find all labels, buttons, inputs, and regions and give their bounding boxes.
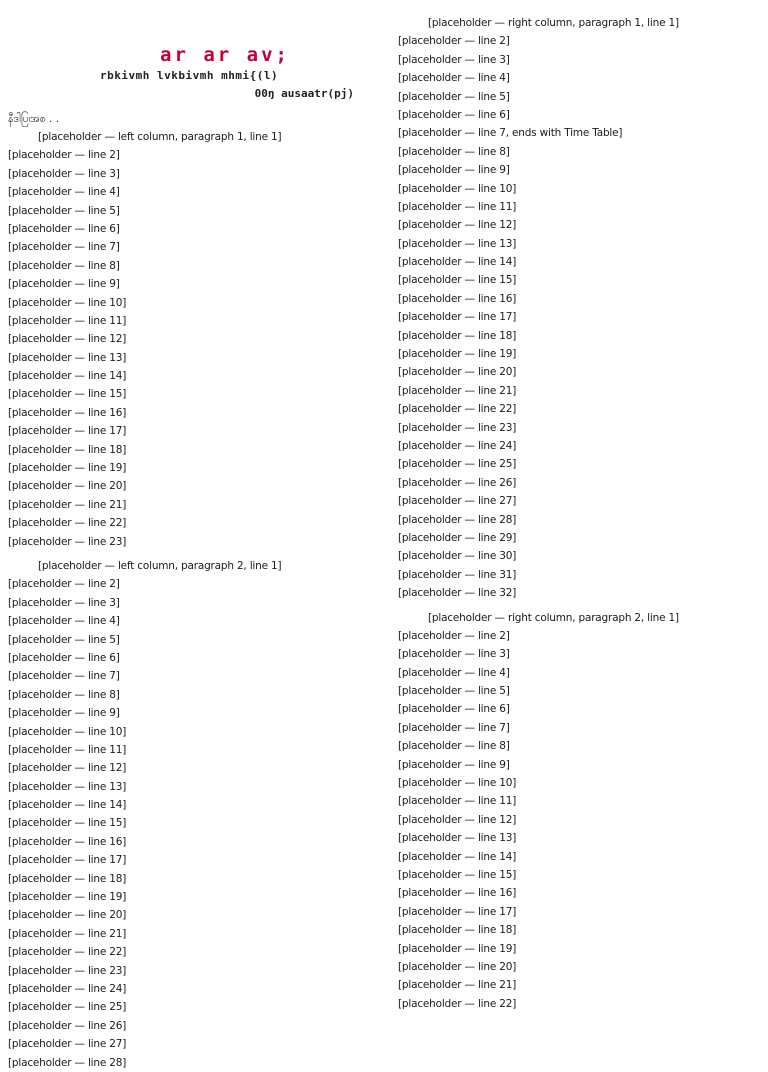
text-line: [placeholder — line 16] [398, 887, 517, 900]
paragraph [398, 609, 750, 1014]
text-line: [placeholder — line 23] [398, 421, 517, 434]
text-line: [placeholder — line 9] [398, 758, 510, 771]
text-line: [placeholder — line 28] [398, 513, 517, 526]
text-line: [placeholder — line 16] [8, 406, 127, 419]
text-line: [placeholder — line 17] [398, 311, 517, 324]
right-column [398, 14, 750, 1014]
text-line: [placeholder — line 18] [398, 924, 517, 937]
text-line: [placeholder — line 27] [398, 495, 517, 508]
text-line: [placeholder — line 20] [398, 366, 517, 379]
text-line: [placeholder — line 6] [8, 651, 120, 664]
text-line: [placeholder — line 4] [8, 186, 120, 199]
text-line: [placeholder — line 20] [8, 909, 127, 922]
text-line: [placeholder — line 3] [8, 167, 120, 180]
text-line: [placeholder — right column, paragraph 2, line 1] [428, 611, 679, 624]
text-line: [placeholder — line 6] [8, 222, 120, 235]
text-line: [placeholder — line 12] [398, 219, 517, 232]
text-line: [placeholder — line 21] [8, 498, 127, 511]
text-line: [placeholder — line 5] [8, 204, 120, 217]
text-line: [placeholder — line 4] [8, 615, 120, 628]
text-line: [placeholder — line 4] [398, 666, 510, 679]
text-line: [placeholder — line 10] [398, 182, 517, 195]
text-line: [placeholder — line 17] [398, 905, 517, 918]
text-line: [placeholder — line 10] [398, 777, 517, 790]
text-line: [placeholder — line 8] [398, 740, 510, 753]
text-line: [placeholder — line 5] [398, 685, 510, 698]
text-line: [placeholder — line 2] [8, 149, 120, 162]
left-column [8, 18, 360, 1069]
text-line: [placeholder — left column, paragraph 1, line 1] [38, 131, 282, 143]
text-line: [placeholder — line 32] [398, 587, 517, 600]
text-line: [placeholder — line 14] [398, 850, 517, 863]
story-title: ar ar av; [160, 44, 290, 66]
text-line: [placeholder — line 8] [8, 688, 120, 701]
text-line: [placeholder — line 5] [398, 90, 510, 103]
text-line: [placeholder — line 8] [8, 259, 120, 272]
text-line: [placeholder — line 19] [8, 462, 127, 475]
text-line: [placeholder — line 14] [8, 799, 127, 812]
text-line: [placeholder — line 20] [8, 480, 127, 493]
text-line: [placeholder — line 10] [8, 725, 127, 738]
text-line: [placeholder — line 16] [398, 292, 517, 305]
title-block [8, 18, 360, 110]
text-line: [placeholder — line 21] [8, 927, 127, 940]
text-line: [placeholder — line 14] [8, 370, 127, 383]
text-line: [placeholder — line 25] [8, 1001, 127, 1014]
text-line: [placeholder — line 28] [8, 1056, 127, 1069]
text-line: [placeholder — line 13] [398, 237, 517, 250]
right-body-text [398, 14, 750, 1013]
text-line: [placeholder — line 25] [398, 458, 517, 471]
text-line: [placeholder — line 7] [8, 670, 120, 683]
text-line: [placeholder — line 14] [398, 256, 517, 269]
paragraph [8, 128, 360, 551]
text-line: [placeholder — line 4] [398, 72, 510, 85]
text-line: [placeholder — line 22] [8, 946, 127, 959]
text-line: [placeholder — line 7] [8, 241, 120, 254]
text-line: [placeholder — line 17] [8, 854, 127, 867]
text-line: [placeholder — line 2] [398, 35, 510, 48]
text-line: [placeholder — line 11] [8, 743, 127, 756]
text-line: [placeholder — line 5] [8, 633, 120, 646]
text-line: [placeholder — line 6] [398, 703, 510, 716]
text-line: [placeholder — line 3] [8, 596, 120, 609]
text-line: [placeholder — right column, paragraph 1, line 1] [428, 17, 679, 29]
text-line: [placeholder — line 23] [8, 964, 127, 977]
text-line: [placeholder — line 26] [398, 476, 517, 489]
text-line: [placeholder — line 3] [398, 648, 510, 661]
text-line: [placeholder — line 29] [398, 531, 517, 544]
story-author: 00ŋ ausaatr(pj) [254, 87, 354, 100]
text-line: [placeholder — line 18] [8, 872, 127, 885]
text-line: [placeholder — line 22] [8, 517, 127, 530]
text-line: [placeholder — left column, paragraph 2, line 1] [38, 559, 282, 572]
text-line: [placeholder — line 9] [8, 278, 120, 291]
text-line: [placeholder — line 15] [8, 388, 127, 401]
paragraph [398, 14, 750, 603]
text-line: [placeholder — line 8] [398, 145, 510, 158]
text-line: [placeholder — line 22] [398, 997, 517, 1010]
text-line: [placeholder — line 19] [8, 891, 127, 904]
text-line: [placeholder — line 2] [8, 578, 120, 591]
text-line: [placeholder — line 7, ends with Time Table] [398, 127, 623, 140]
text-line: [placeholder — line 12] [398, 813, 517, 826]
text-line: [placeholder — line 11] [398, 200, 517, 213]
text-line: [placeholder — line 21] [398, 979, 517, 992]
text-line: [placeholder — line 13] [8, 351, 127, 364]
text-line: [placeholder — line 19] [398, 348, 517, 361]
text-line: [placeholder — line 12] [8, 333, 127, 346]
text-line: [placeholder — line 9] [398, 164, 510, 177]
text-line: [placeholder — line 27] [8, 1038, 127, 1051]
salutation: နီဒါပြ၊အစ . . [8, 113, 60, 125]
story-subtitle: rbkivmh lvkbivmh mhmi{(l) [100, 69, 279, 82]
text-line: [placeholder — line 21] [398, 384, 517, 397]
text-line: [placeholder — line 22] [398, 403, 517, 416]
text-line: [placeholder — line 11] [8, 314, 127, 327]
text-line: [placeholder — line 16] [8, 835, 127, 848]
text-line: [placeholder — line 24] [8, 982, 127, 995]
text-line: [placeholder — line 9] [8, 707, 120, 720]
text-line: [placeholder — line 6] [398, 108, 510, 121]
text-line: [placeholder — line 15] [398, 868, 517, 881]
text-line: [placeholder — line 11] [398, 795, 517, 808]
text-line: [placeholder — line 13] [8, 780, 127, 793]
text-line: [placeholder — line 17] [8, 425, 127, 438]
text-line: [placeholder — line 13] [398, 832, 517, 845]
text-line: [placeholder — line 10] [8, 296, 127, 309]
text-line: [placeholder — line 19] [398, 942, 517, 955]
text-line: [placeholder — line 15] [8, 817, 127, 830]
text-line: [placeholder — line 12] [8, 762, 127, 775]
text-line: [placeholder — line 24] [398, 439, 517, 452]
text-line: [placeholder — line 18] [8, 443, 127, 456]
left-body-text [8, 128, 360, 1072]
text-line: [placeholder — line 3] [398, 53, 510, 66]
text-line: [placeholder — line 2] [398, 629, 510, 642]
text-line: [placeholder — line 7] [398, 721, 510, 734]
text-line: [placeholder — line 20] [398, 960, 517, 973]
text-line: [placeholder — line 26] [8, 1019, 127, 1032]
text-line: [placeholder — line 15] [398, 274, 517, 287]
text-line: [placeholder — line 30] [398, 550, 517, 563]
text-line: [placeholder — line 23] [8, 535, 127, 548]
paragraph [8, 557, 360, 1072]
text-line: [placeholder — line 31] [398, 568, 517, 581]
text-line: [placeholder — line 18] [398, 329, 517, 342]
